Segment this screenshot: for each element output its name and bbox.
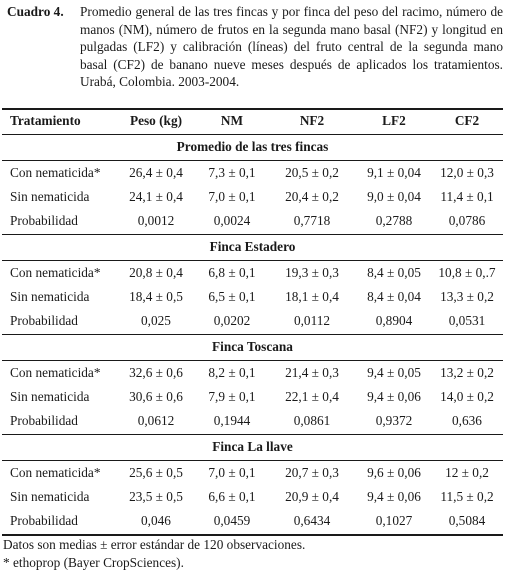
section-title: Promedio de las tres fincas bbox=[176, 139, 329, 154]
row-label: Sin nematicida bbox=[10, 389, 90, 404]
table-cell: 0,046 bbox=[141, 513, 171, 528]
table-row bbox=[2, 509, 503, 533]
table-cell: 9,4 ± 0,05 bbox=[367, 365, 421, 380]
table-cell: 22,1 ± 0,4 bbox=[285, 389, 339, 404]
table-cell: 9,1 ± 0,04 bbox=[367, 165, 421, 180]
table-cell: 0,0024 bbox=[213, 213, 251, 228]
table-cell: 20,9 ± 0,4 bbox=[285, 489, 339, 504]
table-cell: 20,8 ± 0,4 bbox=[129, 265, 183, 280]
table-cell: 0,0112 bbox=[293, 313, 331, 328]
section-title: Finca La llave bbox=[212, 439, 293, 454]
table-cell: 13,2 ± 0,2 bbox=[440, 365, 494, 380]
table-cell: 24,1 ± 0,4 bbox=[129, 189, 183, 204]
column-header: CF2 bbox=[454, 113, 480, 128]
table-cell: 18,4 ± 0,5 bbox=[129, 289, 183, 304]
table-cell: 9,0 ± 0,04 bbox=[367, 189, 421, 204]
table-cell: 30,6 ± 0,6 bbox=[129, 389, 183, 404]
row-label: Con nematicida* bbox=[10, 265, 101, 280]
table-cell: 8,4 ± 0,04 bbox=[367, 289, 421, 304]
table-caption bbox=[7, 3, 503, 91]
table-row bbox=[2, 209, 503, 233]
column-header: NM bbox=[220, 113, 244, 128]
row-label: Con nematicida* bbox=[10, 165, 101, 180]
caption-label: Cuadro 4. bbox=[7, 4, 64, 19]
table-cell: 10,8 ± 0,.7 bbox=[438, 265, 496, 280]
row-label: Con nematicida* bbox=[10, 465, 101, 480]
table-cell: 20,5 ± 0,2 bbox=[285, 165, 339, 180]
row-label: Probabilidad bbox=[10, 413, 78, 428]
table-cell: 6,5 ± 0,1 bbox=[208, 289, 256, 304]
table-cell: 7,0 ± 0,1 bbox=[208, 189, 256, 204]
table-header-row bbox=[2, 109, 503, 133]
section-title: Finca Estadero bbox=[209, 239, 296, 254]
table-cell: 0,1027 bbox=[375, 513, 413, 528]
table-cell: 0,2788 bbox=[375, 213, 413, 228]
table-cell: 13,3 ± 0,2 bbox=[440, 289, 494, 304]
table-row bbox=[2, 285, 503, 309]
table-cell: 20,4 ± 0,2 bbox=[285, 189, 339, 204]
table-cell: 0,0861 bbox=[293, 413, 331, 428]
row-label: Probabilidad bbox=[10, 513, 78, 528]
table-cell: 0,0012 bbox=[137, 213, 175, 228]
table-cell: 7,3 ± 0,1 bbox=[208, 165, 256, 180]
table-cell: 25,6 ± 0,5 bbox=[129, 465, 183, 480]
table-cell: 8,2 ± 0,1 bbox=[208, 365, 256, 380]
table-cell: 6,8 ± 0,1 bbox=[208, 265, 256, 280]
table-cell: 20,7 ± 0,3 bbox=[285, 465, 339, 480]
table-cell: 0,0531 bbox=[448, 313, 486, 328]
table-cell: 0,6434 bbox=[293, 513, 331, 528]
table-row bbox=[2, 185, 503, 209]
table-cell: 0,5084 bbox=[448, 513, 486, 528]
column-header: NF2 bbox=[299, 113, 325, 128]
table-cell: 0,0786 bbox=[448, 213, 486, 228]
table-cell: 0,1944 bbox=[213, 413, 251, 428]
table-cell: 26,4 ± 0,4 bbox=[129, 165, 183, 180]
table-cell: 19,3 ± 0,3 bbox=[285, 265, 339, 280]
table-row bbox=[2, 309, 503, 333]
row-label: Sin nematicida bbox=[10, 189, 90, 204]
caption-text: Promedio general de las tres fincas y por finca del peso del racimo, número de manos (NM), número de frutos en la segunda mano basal (NF2) y longitud en pulgadas (LF2) y calibración (líneas) del fruto central de la segunda mano basal (CF2) de banano nueve meses después de aplicados los tratamientos. Urabá, Colombia. 2003-2004. bbox=[80, 4, 503, 90]
table-cell: 23,5 ± 0,5 bbox=[129, 489, 183, 504]
table-cell: 14,0 ± 0,2 bbox=[440, 389, 494, 404]
table-cell: 18,1 ± 0,4 bbox=[285, 289, 339, 304]
table-cell: 21,4 ± 0,3 bbox=[285, 365, 339, 380]
table-cell: 9,4 ± 0,06 bbox=[367, 389, 421, 404]
table-cell: 0,0202 bbox=[213, 313, 251, 328]
table-cell: 9,4 ± 0,06 bbox=[367, 489, 421, 504]
section-title: Finca Toscana bbox=[212, 339, 293, 354]
row-label: Sin nematicida bbox=[10, 489, 90, 504]
table-cell: 6,6 ± 0,1 bbox=[208, 489, 256, 504]
table-cell: 0,025 bbox=[141, 313, 171, 328]
row-label: Con nematicida* bbox=[10, 365, 101, 380]
footnote-1: Datos son medias ± error estándar de 120 observaciones. bbox=[3, 537, 306, 552]
footnote-2: * ethoprop (Bayer CropSciences). bbox=[3, 555, 184, 570]
table-cell: 11,5 ± 0,2 bbox=[440, 489, 494, 504]
table-cell: 7,9 ± 0,1 bbox=[208, 389, 256, 404]
row-label: Probabilidad bbox=[10, 313, 78, 328]
table-cell: 0,636 bbox=[452, 413, 482, 428]
table-cell: 0,7718 bbox=[293, 213, 331, 228]
table-row bbox=[2, 261, 503, 285]
table-cell: 0,0612 bbox=[137, 413, 175, 428]
row-label: Sin nematicida bbox=[10, 289, 90, 304]
table-cell: 9,6 ± 0,06 bbox=[367, 465, 421, 480]
column-header: Peso (kg) bbox=[129, 113, 183, 128]
table-row bbox=[2, 485, 503, 509]
table-cell: 12,0 ± 0,3 bbox=[440, 165, 494, 180]
table-cell: 7,0 ± 0,1 bbox=[208, 465, 256, 480]
column-header: Tratamiento bbox=[10, 113, 81, 128]
row-label: Probabilidad bbox=[10, 213, 78, 228]
table-row bbox=[2, 361, 503, 385]
table-row bbox=[2, 461, 503, 485]
table-row bbox=[2, 385, 503, 409]
table-cell: 11,4 ± 0,1 bbox=[440, 189, 494, 204]
table-row bbox=[2, 409, 503, 433]
column-header: LF2 bbox=[382, 113, 406, 128]
table-cell: 12 ± 0,2 bbox=[445, 465, 489, 480]
table-cell: 0,8904 bbox=[375, 313, 413, 328]
table-cell: 8,4 ± 0,05 bbox=[367, 265, 421, 280]
table-cell: 32,6 ± 0,6 bbox=[129, 365, 183, 380]
table-cell: 0,9372 bbox=[375, 413, 413, 428]
table-cell: 0,0459 bbox=[213, 513, 251, 528]
table-row bbox=[2, 161, 503, 185]
